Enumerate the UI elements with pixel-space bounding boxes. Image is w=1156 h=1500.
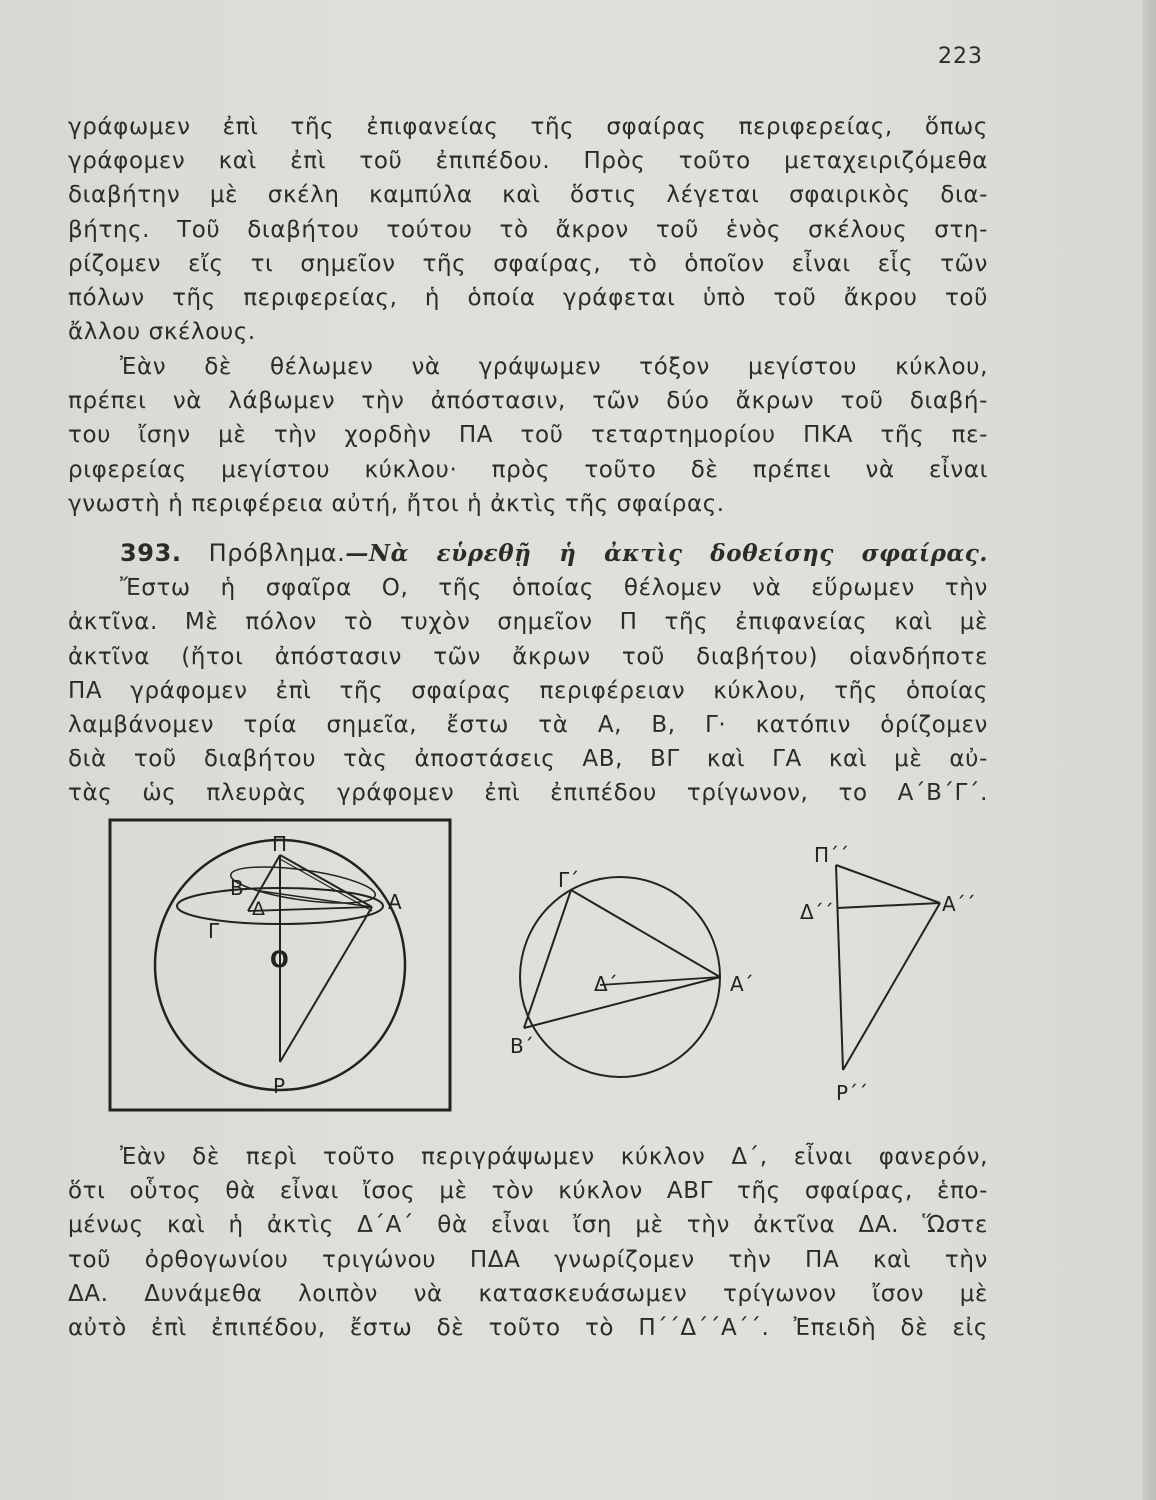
label-A-prime: Α΄ xyxy=(730,972,754,996)
text-line: Ἐὰν δὲ θέλωμεν νὰ γράψωμεν τόξον μεγίστου κύκλου, xyxy=(120,354,988,380)
label-G: Γ xyxy=(208,919,220,943)
label-R: Ρ xyxy=(273,1074,286,1098)
side-ga xyxy=(571,890,720,977)
text-line: του ἴσην μὲ τὴν χορδὴν ΠΑ τοῦ τεταρτημορίου ΠΚΑ τῆς πε- xyxy=(68,422,988,449)
page-number: 223 xyxy=(938,44,983,69)
line-ba xyxy=(248,907,372,911)
text-line: ριφερείας μεγίστου κύκλου· πρὸς τοῦτο δὲ πρέπει νὰ εἶναι xyxy=(68,456,988,483)
label-P-dprime: Π΄΄ xyxy=(814,843,850,867)
text-line: πόλων τῆς περιφερείας, ἡ ὁποία γράφεται ὑπὸ τοῦ ἄκρου τοῦ xyxy=(68,285,988,312)
text-line: βήτης. Τοῦ διαβήτου τούτου τὸ ἄκρον τοῦ ἑνὸς σκέλους στη- xyxy=(68,216,988,243)
text-line: ρίζομεν εἴς τι σημεῖον τῆς σφαίρας, τὸ ὁποῖον εἶναι εἷς τῶν xyxy=(68,250,988,277)
text-line: λαμβάνομεν τρία σημεῖα, ἔστω τὰ Α, Β, Γ· κατόπιν ὁρίζομεν xyxy=(68,712,988,739)
label-D-dprime: Δ΄΄ xyxy=(800,900,834,924)
text-line: Ἔστω ἡ σφαῖρα Ο, τῆς ὁποίας θέλομεν νὰ εὕρωμεν τὴν xyxy=(120,575,988,602)
problem-heading xyxy=(68,536,988,571)
side-pr xyxy=(836,865,843,1070)
paragraph-1 xyxy=(68,110,988,349)
text-line: γνωστὴ ἡ περιφέρεια αὐτή, ἤτοι ἡ ἀκτὶς τῆς σφαίρας. xyxy=(68,490,725,517)
text-line: Ἐὰν δὲ περὶ τοῦτο περιγράψωμεν κύκλον Δ΄, εἶναι φανερόν, xyxy=(120,1144,988,1170)
side-gb xyxy=(524,890,571,1028)
text-line: ἄλλου σκέλους. xyxy=(68,319,256,346)
label-A: Α xyxy=(388,890,402,914)
label-B: Β xyxy=(230,876,244,900)
label-G-prime: Γ΄ xyxy=(558,868,580,892)
figure-right-triangle xyxy=(800,843,976,1105)
text-line: αὐτὸ ἐπὶ ἐπιπέδου, ἔστω δὲ τοῦτο τὸ Π΄΄Δ΄΄Α΄΄. Ἐπειδὴ δὲ εἰς xyxy=(68,1315,988,1342)
label-B-prime: Β΄ xyxy=(510,1034,534,1058)
paragraph-4 xyxy=(68,1140,988,1345)
text-line: τοῦ ὀρθογωνίου τριγώνου ΠΔΑ γνωρίζομεν τὴν ΠΑ καὶ τὴν xyxy=(68,1246,988,1273)
figure-sphere xyxy=(110,820,450,1110)
text-line: ὅτι οὗτος θὰ εἶναι ἴσος μὲ τὸν κύκλον ΑΒΓ τῆς σφαίρας, ἑπο- xyxy=(68,1178,988,1205)
text-line: διαβήτην μὲ σκέλη καμπύλα καὶ ὅστις λέγεται σφαιρικὸς δια- xyxy=(68,182,988,209)
text-line: διὰ τοῦ διαβήτου τὰς ἀποστάσεις ΑΒ, ΒΓ καὶ ΓΑ καὶ μὲ αὐ- xyxy=(68,746,988,773)
page-edge xyxy=(1142,0,1156,1500)
problem-393 xyxy=(68,536,988,811)
side-ar xyxy=(843,903,940,1070)
figures xyxy=(100,815,1000,1115)
text-line: πρέπει νὰ λάβωμεν τὴν ἀπόστασιν, τῶν δύο ἄκρων τοῦ διαβή- xyxy=(68,388,988,415)
text-line: γράφομεν καὶ ἐπὶ τοῦ ἐπιπέδου. Πρὸς τοῦτο μεταχειριζόμεθα xyxy=(68,148,988,175)
text-line: μένως καὶ ἡ ἀκτὶς Δ΄Α΄ θὰ εἶναι ἴση μὲ τὴν ἀκτῖνα ΔΑ. Ὥστε xyxy=(68,1212,988,1239)
paragraph-2 xyxy=(68,350,988,521)
problem-subtitle: —Νὰ εὑρεθῇ ἡ ἀκτὶς δοθείσης σφαίρας. xyxy=(345,540,988,567)
problem-number: 393. xyxy=(120,539,182,567)
label-R-dprime: Ρ΄΄ xyxy=(836,1081,869,1105)
problem-title: Πρόβλημα. xyxy=(208,539,346,567)
label-D-prime: Δ΄ xyxy=(594,972,618,996)
text-line: ΠΑ γράφομεν ἐπὶ τῆς σφαίρας περιφέρειαν κύκλου, τῆς ὁποίας xyxy=(68,677,988,704)
text-line: ΔΑ. Δυνάμεθα λοιπὸν νὰ κατασκευάσωμεν τρίγωνον ἴσον μὲ xyxy=(68,1280,988,1307)
text-line: γράφωμεν ἐπὶ τῆς ἐπιφανείας τῆς σφαίρας περιφερείας, ὅπως xyxy=(68,114,988,140)
text-line: τὰς ὡς πλευρὰς γράφομεν ἐπὶ ἐπιπέδου τρίγωνον, το Α΄Β΄Γ΄. xyxy=(68,780,988,807)
side-pa xyxy=(836,865,940,903)
text-line: ἀκτῖνα (ἤτοι ἀπόστασιν τῶν ἄκρων τοῦ διαβήτου) οἱανδήποτε xyxy=(68,643,988,670)
text-line: ἀκτῖνα. Μὲ πόλον τὸ τυχὸν σημεῖον Π τῆς ἐπιφανείας καὶ μὲ xyxy=(68,609,988,636)
figure-circle-triangle xyxy=(510,868,754,1077)
label-A-dprime: Α΄΄ xyxy=(942,892,976,916)
label-O: Ο xyxy=(270,948,289,973)
side-da xyxy=(837,903,940,908)
line-ar xyxy=(280,907,372,1062)
label-P: Π xyxy=(272,832,288,856)
circle-d xyxy=(520,877,720,1077)
label-D: Δ xyxy=(252,898,265,920)
side-ba xyxy=(524,977,720,1028)
